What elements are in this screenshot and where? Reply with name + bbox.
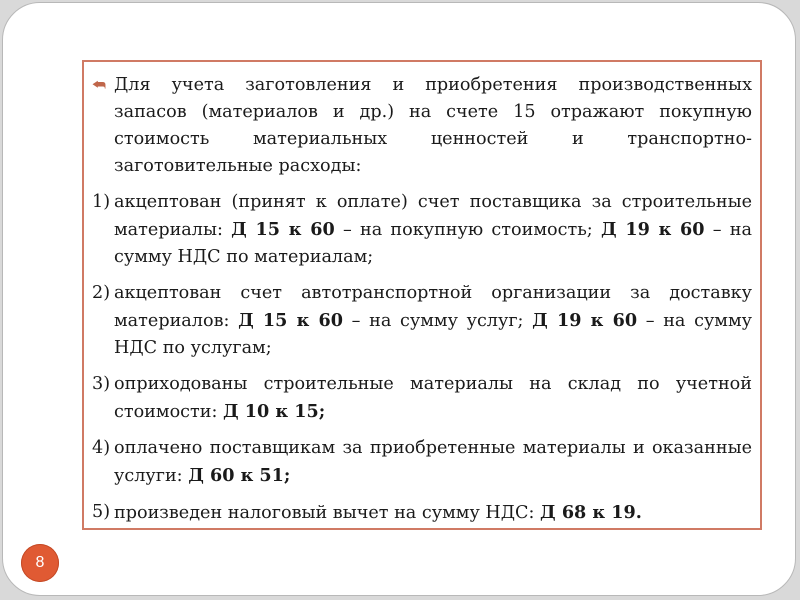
item-text: – на покупную стоимость; [334, 220, 601, 240]
entry-bold: Д 68 к 19. [540, 502, 642, 523]
item-text: оприходованы строительные материалы на склад по учетной стоимости: [114, 374, 752, 422]
intro-text: Для учета заготовления и приобретения производственных запасов (материалов и др.) на счете 15 отражают покупную стоимость материальных ценностей и транспортно-заготовительные расходы: [114, 75, 752, 176]
item-text: оплачено поставщикам за приобретенные материалы и оказанные услуги: [114, 438, 752, 486]
item-text: произведен налоговый вычет на сумму НДС: [114, 503, 541, 523]
arrow-bullet-icon: ⮪ [92, 76, 106, 94]
item-number: 5) [92, 502, 111, 522]
list-item-3 [92, 371, 752, 426]
item-text: акцептован счет автотранспортной организации за доставку материалов: [114, 283, 752, 331]
item-number: 4) [92, 438, 111, 458]
list-item-2 [92, 280, 752, 362]
item-text: – на сумму услуг; [343, 311, 533, 331]
list-item-5 [92, 499, 752, 527]
entry-bold: Д 15 к 60 [238, 310, 343, 331]
item-number: 1) [92, 192, 111, 212]
item-text: – на сумму НДС по материалам; [114, 220, 752, 267]
entry-bold: Д 60 к 51; [188, 465, 291, 486]
intro-paragraph [92, 72, 752, 180]
item-number: 3) [92, 374, 111, 394]
content-box [82, 60, 762, 530]
list-item-4 [92, 435, 752, 490]
item-number: 2) [92, 283, 111, 303]
item-text: акцептован (принят к оплате) счет поставщика за строительные материалы: [114, 192, 752, 240]
entry-bold: Д 10 к 15; [223, 401, 326, 422]
entry-bold: Д 15 к 60 [231, 219, 335, 240]
entry-bold: Д 19 к 60 [532, 310, 638, 331]
page-number-badge: 8 [21, 544, 59, 582]
list-item-1 [92, 189, 752, 271]
item-text: – на сумму НДС по услугам; [114, 311, 753, 358]
slide [2, 2, 796, 596]
entry-bold: Д 19 к 60 [600, 219, 705, 240]
